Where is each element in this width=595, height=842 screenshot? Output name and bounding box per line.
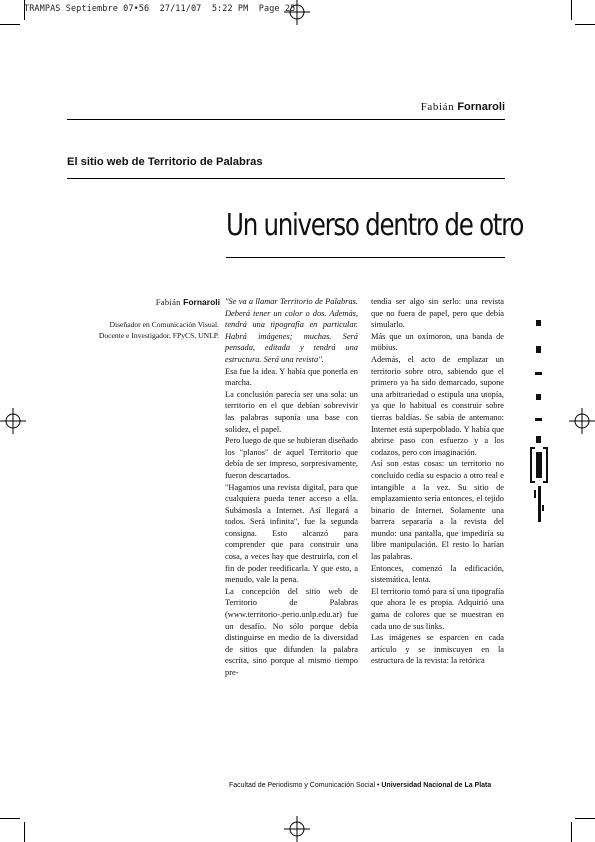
author-role-line: Diseñador en Comunicación Visual. bbox=[109, 320, 219, 329]
section-title: El sitio web de Territorio de Palabras bbox=[67, 156, 263, 168]
footer bbox=[229, 780, 491, 789]
registration-mark-icon bbox=[0, 408, 26, 434]
byline bbox=[156, 297, 220, 307]
footer-bullet: • bbox=[376, 780, 380, 789]
crop-mark bbox=[24, 822, 25, 842]
crop-mark bbox=[571, 0, 572, 20]
header-author-first: Fabián bbox=[420, 101, 455, 113]
section-rule bbox=[67, 178, 505, 179]
body-column-2 bbox=[371, 296, 504, 667]
header-author bbox=[421, 101, 505, 113]
body-paragraph: "Se va a llamar Territorio de Palabras. Deberá tener un color o dos. Además, tendrá una tipografía en particular. Habrá imágenes; muchas. Será pensada, editada y tendrá una estructura. Será una revista". bbox=[225, 297, 358, 364]
magazine-logo bbox=[528, 300, 550, 525]
registration-mark-icon bbox=[284, 816, 310, 842]
crop-mark bbox=[0, 818, 20, 819]
byline-author-first: Fabián bbox=[155, 297, 181, 307]
footer-faculty: Facultad de Periodismo y Comunicación Social bbox=[229, 780, 376, 789]
body-paragraph: El territorio tomó para sí una tipografía que ahora le es propia. Adquirió una gama de colores que se muestran en cada uno de sus links. bbox=[371, 586, 504, 631]
author-role-line: Docente e Investigador, FPyCS, UNLP. bbox=[98, 331, 219, 340]
body-paragraph: Así son estas cosas: un territorio no concluido cedía su espacio a otro real e intangible a la vez. Su sitio de emplazamiento sería entonces, el tejido binario de Internet. Solamente una barrera separaría a la revista del mundo: una pantalla, que impediría su libre manipulación. El resto lo harían las palabras. bbox=[371, 459, 504, 562]
body-paragraph: Pero luego de que se hubieran diseñado los "planos" de aquel Territorio que debía de ser impreso, sorpresivamente, fueron descartados. bbox=[225, 436, 358, 480]
body-paragraph: Además, el acto de emplazar un territorio sobre otro, sabiendo que el primero ya ha sido demarcado, supone una arbitrariedad o estipula una utopía, ya que lo habitual es construir sobre tierras baldías. Se sabía de antemano: Internet está superpoblado. Y había que abrirse paso con esfuerzo y a los codazos, pero con imaginación. bbox=[371, 354, 504, 457]
body-column-1 bbox=[225, 296, 358, 679]
body-paragraph: "Hagamos una revista digital, para que cualquiera pueda tener acceso a ella. Subámosla a Internet. Así llegará a todos. Será infinita", fue la segunda consigna. Esto alcanzó para comprender que para construir una cosa, a veces hay que destruirla, con el fin de poder reedificarla. Y que esto, a menudo, vale la pena. bbox=[225, 482, 358, 585]
title-rule bbox=[226, 257, 505, 258]
body-paragraph: Esa fue la idea. Y había que ponerla en marcha. bbox=[225, 366, 358, 388]
crop-mark bbox=[575, 24, 595, 25]
body-paragraph: Entonces, comenzó la edificación, sistemática, lenta. bbox=[371, 563, 504, 585]
footer-university: Universidad Nacional de La Plata bbox=[381, 780, 492, 789]
body-paragraph: tendía ser algo sin serlo: una revista que no fuera de papel, pero que debía simularlo. bbox=[371, 297, 504, 330]
body-paragraph: La conclusión parecía ser una sola: un territorio en el que debían sobrevivir las palabras suponía una base con solidez, el papel. bbox=[225, 389, 358, 434]
crop-mark bbox=[571, 822, 572, 842]
article-title: Un universo dentro de otro bbox=[226, 208, 524, 243]
printer-slug: TRAMPAS Septiembre 07•56 27/11/07 5:22 PM Page 25 bbox=[24, 4, 296, 14]
header-author-last: Fornaroli bbox=[457, 101, 505, 113]
header-rule bbox=[67, 119, 505, 120]
byline-author-last: Fornaroli bbox=[183, 297, 220, 307]
crop-mark bbox=[575, 818, 595, 819]
registration-mark-icon bbox=[569, 408, 595, 434]
body-paragraph: La concepción del sitio web de Territorio de Palabras (www.territorio-.perio.unlp.edu.ar) fue un desafío. No sólo porque debía distinguirse en medio de la diversidad de sitios que difunden la palabra escrita, sino porque al mismo tiempo pre- bbox=[225, 586, 358, 677]
author-role bbox=[59, 319, 219, 341]
body-paragraph: Más que un oxímoron, una banda de möbius. bbox=[371, 331, 504, 353]
crop-mark bbox=[0, 24, 20, 25]
body-paragraph: Las imágenes se esparcen en cada artículo y se inmiscuyen en la estructura de la revista: la retórica bbox=[371, 633, 504, 666]
